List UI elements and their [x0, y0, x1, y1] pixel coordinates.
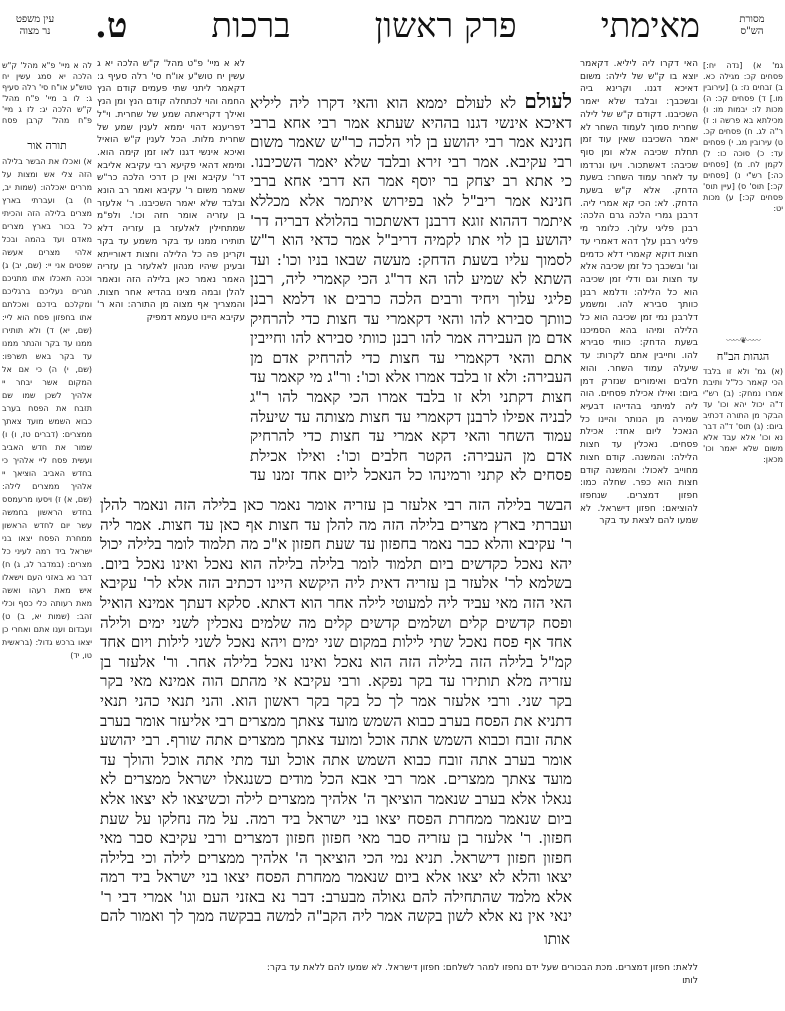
gemara-upper-block — [250, 92, 572, 484]
gemara-upper-text: לא לעולם יממא הוא והאי דקרו ליה ליליא דאיכא אינשי דגנו בההיא שעתא אמר רבי אחא ברבי חנינא אמר רבי יהושע בן לוי הלכה כר"ש שאמר משום רבי עקיבא. אמר רבי זירא ובלבד שלא יאמר השכיבנו. כי אתא רב יצחק בר יוסף אמר הא דרבי אחא ברבי חנינא אמר ריב"ל לאו בפירוש איתמר אלא מכללא איתמר דההוא זוגא דרבנן דאשתכור בהלולא דבריה דר' יהושע בן לוי אתו לקמיה דריב"ל אמר כדאי הוא ר"ש לסמוך עליו בשעת הדחק: מעשה שבאו בניו וכו': ועד השתא לא שמיע להו הא דר"ג הכי קאמרי ליה, רבנן פליגי עלוך ויחיד ורבים הלכה כרבים או דלמא רבנן כוותך סבירא להו והאי דקאמרי עד חצות כדי להרחיק אדם מן העבירה אמר להו רבנן כוותי סבירא להו וחייבין אתם והאי דקאמרי עד חצות כדי להרחיק אדם מן העבירה: ולא זו בלבד אמרו אלא וכו': ור"ג מי קאמר עד חצות דקתני ולא זו בלבד אמרו הכי קאמר להו ר"ג לבניה אפילו לרבנן דקאמרי עד חצות מצותה עד שיעלה עמוד השחר והאי דקא אמרי עד חצות כדי להרחיק אדם מן העבירה: הקטר חלבים וכו': ואילו אכילת פסחים לא קתני ורמינהו כל הנאכל ליום אחד זמנו עד — [250, 94, 572, 484]
mesoret-hashas-column: גמ' א) [נדה יח:] פסחים קכ: מגילה כא. ב) זבחים נז: ג) [עירובין מו.] ד) פסחים קכ: ה) מכות לו: יבמות מו: ו) מכילתא בא פרשה ו: ז) ר"ה לג. ח) פסחים קכ. ט) עירובין מג. י) פסחים עד: כ) סוכה כו: ל) לקמן לח. מ) [פסחים כה:] רש"י נ) [פסחים קכ:] תוס' ס) [עיין תוס' פסחים קכ:] ע) מכות יט: — [703, 61, 783, 213]
gemara-lower-block — [100, 496, 572, 927]
commentary-left-column: לא א מיי' פ"ט מהל' ק"ש הלכה יא ג עשין יח טוש"ע או"ח סי' רלה סעיף ג: דקאמר ליתני שתי פעמים קודם הנץ החמה והוי לכתחלה קודם הנץ ומן הנץ ואילך דקריאתה שמע של שחרית. וי"ל דפריענא דהוי יממא לענין שמע של שחרית מלות. הכל לענין ק"ש הואיל ואיכא אינשי דגנו לאו זמן קימה הוא. ומימא דהאי פקיעא רבי עקיבא אליבא דר' עקיבא ואין כן דרכי הלכה כר"ש שאמר משום ר' עקיבא ואמר רב הונא ובלבד שלא יאמר השכיבנו. ר' אלעזר בן עזריה אומר חזה וכו'. ולפ"מ שמתחילין לאלעזר בן עזריה דלא תותירו ממנו עד בקר משמע עד בקר וקרינן פה כל הלילה וחצות דאורייתא ובעינן שיהיו מנהון לאלעזר בן עזריה האמר נאמר כאן בלילה הזה ונאמר להלן ובמה מצינו בהדיא אחר חצות. והמצריך אף מצוה מן התורה: והא ר' עקיבא היינו טעמא דמפיק — [97, 59, 245, 324]
bottom-last-word: לותו — [682, 975, 698, 986]
torah-or-title: תורה אור — [27, 139, 67, 152]
folio-number: ט. — [95, 6, 128, 46]
hagahot-habach-title: הגהות הב"ח — [716, 350, 770, 363]
commentary-right-column: האי דקרו ליה ליליא. דקאמר יוצא בו ק"ש של לילה: משום דאיכא דגנו. וקרינא ביה ובשכבך: ובלבד שלא יאמר השכיבנו. דקודם ק"ש של לילה שחרית סמוך לעמוד השחר לא יאמר השכיבנו שאין עוד זמן תחלת שכיבה אלא ומן סוף שכיבה: דאשתכור. ויעו ונרדמו עד לאחר עמוד השחר: בשעת הדחק. אלא ק"ש בשעת הדחק. לא: הכי קא אמרי ליה. דרבנן גמרי הלכה גרם הלכה: רבנן פליגי עלוך. כלומר מי פליגי רבנן עלך דהא דאמרי עד חצות דוקא קאמרי דלא כדמים וגו' ובשכבך כל זמן שכיבה אלא עד חצות וגם ודלי זמן שכיבה הוא כל הלילה: ודלמא רבנן כוותך סבירא להו. ומשמע דלרבנן נמי זמן שכיבה הוא כל הלילה ומיהו בהא הסמיכנו בשעת הדחק: כוותי סבירא להו. וחייבין אתם לקרות: עד שיעלה עמוד השחר. והוא חלבים ואימורים שנזרק דמן ביום: ואילו אכילת פסחים. הוה ליה למיתני בהדייהו דבעיא שמירה מן הנותר והיינו כל הנאכל ליום אחד: אכילת פסחים. נאכלין עד חצות הלילה: והמשנה. קודם חצות מחוייב לאכול: והמשנה קודם חצות הוא כפר. שחלה כמו: חפזון דמצרים. שנחפזו להוציאם: חפזון דישראל. לא שמעו להם לצאת עד בקר — [580, 59, 698, 527]
torah-or-text: א) ואכלו את הבשר בלילה הזה צלי אש ומצות על מררים יאכלהו: (שמות יב, ח) ב) ועברתי בארץ מצרים בלילה הזה והכיתי כל בכור בארץ מצרים מאדם ועד בהמה ובכל אלהי מצרים אעשה שפטים אני יי: (שם, יב) ג) וככה תאכלו אתו מתניכם חגרים נעליכם ברגליכם ומקלכם בידכם ואכלתם אתו בחפזון פסח הוא ליי: (שם, יא) ד) ולא תותירו ממנו עד בקר והנתר ממנו עד בקר באש תשרפו: (שם, י) ה) כי אם אל המקום אשר יבחר יי אלהיך לשכן שמו שם תזבח את הפסח בערב כבוא השמש מועד צאתך ממצרים: (דברים טז, ו) ו) שמור את חדש האביב ועשית פסח ליי אלהיך כי בחדש האביב הוציאך יי אלהיך ממצרים לילה: (שם, א) ז) ויסעו מרעמסס בחדש הראשון בחמשה עשר יום לחדש הראשון ממחרת הפסח יצאו בני ישראל ביד רמה לעיני כל מצרים: (במדבר לג, ג) ח) דבר נא באזני העם וישאלו איש מאת רעהו ואשה מאת רעותה כלי כסף וכלי זהב: (שמות יא, ב) ט) ועבדום וענו אתם ואחרי כן יצאו ברכש גדול: (בראשית טו, יד) — [2, 157, 92, 660]
ornament-divider: 〰〰❦〰〰 — [726, 336, 760, 345]
tractate-name: ברכות — [211, 6, 291, 46]
gemara-last-word: אותו — [543, 930, 570, 948]
gemara-lower-text: הבשר בלילה הזה רבי אלעזר בן עזריה אומר נאמר כאן בלילה הזה ונאמר להלן ועברתי בארץ מצרים בלילה הזה מה להלן עד חצות אף כאן עד חצות. אמר ליה ר' עקיבא והלא כבר נאמר בחפזון עד שעת חפזון א"כ מה תלמוד לומר בלילה יכול יהא נאכל כקדשים ביום תלמוד לומר בלילה בלילה הוא נאכל ואינו נאכל ביום. בשלמא לר' אלעזר בן עזריה דאית ליה היקשא היינו דכתיב הזה אלא לר' עקיבא האי הזה מאי עביד ליה למעוטי לילה אחר הוא דאתא. סלקא דעתך אמינא הואיל ופסח קדשים קלים ושלמים קדשים קלים מה שלמים נאכלין לשני ימים ולילה אחד אף פסח נאכל שתי לילות במקום שני ימים ויהא נאכל לשני לילות ויום אחד קמ"ל בלילה הזה בלילה הזה הוא נאכל ואינו נאכל בלילה אחר. ור' אלעזר בן עזריה מלא תותירו עד בקר נפקא. ורבי עקיבא אי מהתם הוה אמינא מאי בקר בקר שני. ורבי אלעזר אמר לך כל בקר בקר ראשון הוא. והני תנאי כהני תנאי דתניא את הפסח בערב כבוא השמש מועד צאתך ממצרים רבי אליעזר אומר בערב אתה זובח וכבוא השמש אתה אוכל ומועד צאתך ממצרים אתה שורף. רבי יהושע אומר בערב אתה זובח כבוא השמש אתה אוכל ועד מתי אתה אוכל והולך עד מועד צאתך ממצרים. אמר רבי אבא הכל מודים כשנגאלו ישראל ממצרים לא נגאלו אלא בערב שנאמר הוציאך ה' אלהיך ממצרים לילה וכשיצאו לא יצאו אלא ביום שנאמר ממחרת הפסח יצאו בני ישראל ביד רמה. על מה נחלקו על שעת חפזון. ר' אלעזר בן עזריה סבר מאי חפזון חפזון דמצרים ורבי עקיבא סבר מאי חפזון חפזון דישראל. תניא נמי הכי הוציאך ה' אלהיך ממצרים לילה וכי בלילה יצאו והלא לא יצאו אלא ביום שנאמר ממחרת הפסח יצאו בני ישראל ביד רמה אלא מלמד שהתחילה להם גאולה מבערב: דבר נא באזני העם וגו' אמרי דבי ר' ינאי אין נא אלא לשון בקשה אמר ליה הקב"ה למשה בבקשה ממך לך ואמור להם — [100, 496, 572, 926]
ein-mishpat-label: עין משפט נר מצוה — [15, 14, 55, 37]
page-header — [95, 6, 700, 48]
mesoret-hashas-label: מסורת הש"ס — [739, 14, 765, 37]
chapter-name: מאימתי — [600, 6, 700, 46]
torah-or-section — [2, 135, 92, 955]
opening-word: לעולם — [524, 92, 572, 113]
hagahot-habach-text: (א) גמ' ולא זו בלבד הכי קאמר כל"ל ותיבת אמרו נמחק: (ב) רש"י ד"ה יכול יהא וכו' עד הבקר מן התורה דכתיב ביום: (ג) תוס' ד"ה דבר נא וכו' אלא עבד אלא משום שלא יאמר וכו' מכאן: — [703, 367, 783, 464]
hagahot-habach-section — [703, 335, 783, 465]
bottom-commentary-line: ללאת: חפזון דמצרים. מכת הבכורים שעל ידם נחפזו למהר לשלחם: חפזון דישראל. לא שמעו להם ללאת עד בקר: — [266, 963, 698, 973]
bottom-commentary-block — [100, 962, 698, 987]
ein-mishpat-column: לה א מיי' פ"א מהל' ק"ש הלכה יא סמג עשין יח טוש"ע או"ח סי' רלה סעיף ג: לו ב מיי' פ"ח מהל' ק"ש הלכה יג: לז ג מיי' פ"ח מהל' קרבן פסח — [2, 61, 92, 125]
chapter-number: פרק ראשון — [374, 6, 517, 46]
